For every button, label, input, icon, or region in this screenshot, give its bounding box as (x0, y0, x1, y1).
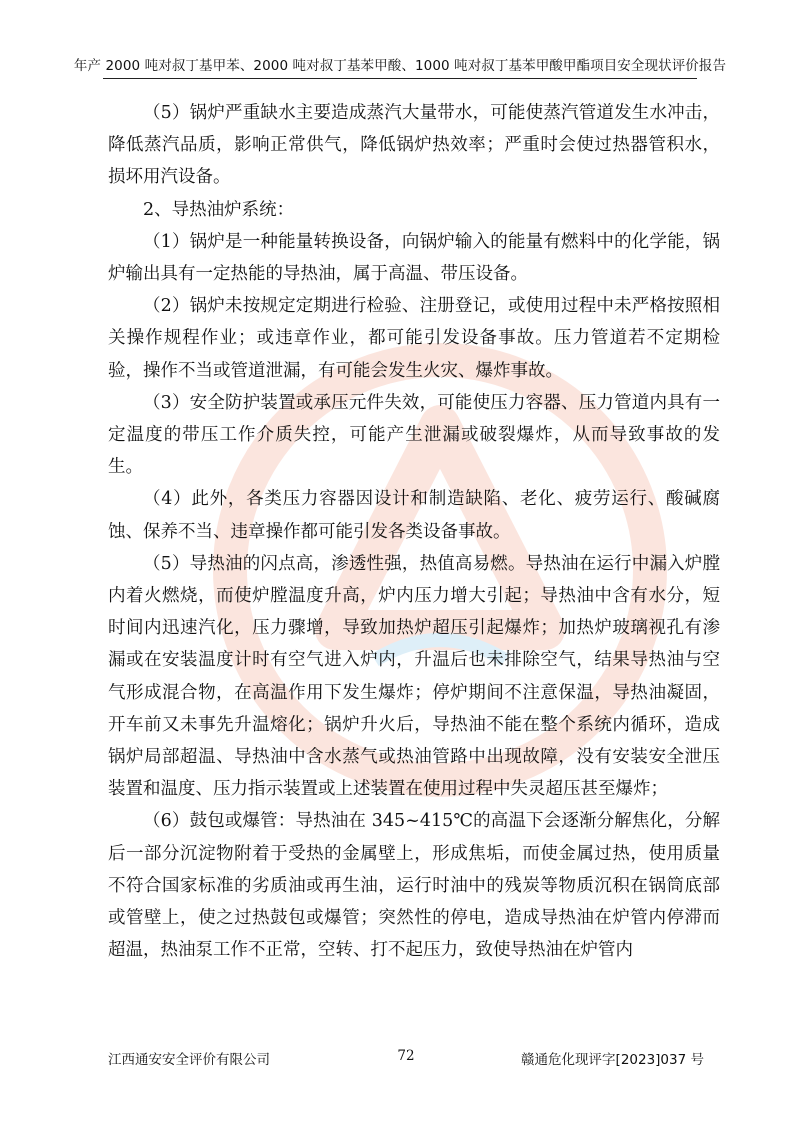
paragraph: （1）锅炉是一种能量转换设备，向锅炉输入的能量有燃料中的化学能，锅炉输出具有一定热能的导热油，属于高温、带压设备。 (108, 231, 720, 285)
paragraph: （3）安全防护装置或承压元件失效，可能使压力容器、压力管道内具有一定温度的带压工作介质失控，可能产生泄漏或破裂爆炸，从而导致事故的发生。 (108, 392, 720, 478)
footer-doc-number: 赣通危化现评字[2023]037 号 (521, 1052, 704, 1068)
page-footer (108, 1048, 704, 1068)
paragraph: （5）锅炉严重缺水主要造成蒸汽大量带水，可能使蒸汽管道发生水冲击，降低蒸汽品质，影响正常供气，降低锅炉热效率；严重时会使过热器管积水，损坏用汽设备。 (108, 103, 720, 188)
paragraph: （2）锅炉未按规定定期进行检验、注册登记，或使用过程中未严格按照相关操作规程作业；或违章作业，都可能引发设备事故。压力管道若不定期检验，操作不当或管道泄漏，有可能会发生火灾、爆炸事故。 (108, 296, 720, 381)
paragraph: （6）鼓包或爆管：导热油在 345~415℃的高温下会逐渐分解焦化，分解后一部分沉淀物附着于受热的金属壁上，形成焦垢，而使金属过热，使用质量不符合国家标准的劣质油或再生油，运行时油中的残炭等物质沉积在锅筒底部或管壁上，使之过热鼓包或爆管；突然性的停电，造成导热油在炉管内停滞而超温，热油泵工作不正常，空转、打不起压力，致使导热油在炉管内 (108, 811, 720, 961)
footer-company: 江西通安安全评价有限公司 (108, 1052, 270, 1068)
paragraph: （5）导热油的闪点高，渗透性强，热值高易燃。导热油在运行中漏入炉膛内着火燃烧，而使炉膛温度升高，炉内压力增大引起；导热油中含有水分，短时间内迅速汽化，压力骤增，导致加热炉超压引起爆炸；加热炉玻璃视孔有渗漏或在安装温度计时有空气进入炉内，升温后也未排除空气，结果导热油与空气形成混合物，在高温作用下发生爆炸；停炉期间不注意保温，导热油凝固，开车前又未事先升温熔化；锅炉升火后，导热油不能在整个系统内循环，造成锅炉局部超温、导热油中含水蒸气或热油管路中出现故障，没有安装安全泄压装置和温度、压力指示装置或上述装置在使用过程中失灵超压甚至爆炸； (108, 553, 720, 800)
document-body (108, 97, 720, 966)
header-rule (103, 78, 697, 79)
paragraph: （4）此外，各类压力容器因设计和制造缺陷、老化、疲劳运行、酸碱腐蚀、保养不当、违章操作都可能引发各类设备事故。 (108, 489, 720, 542)
page-number: 72 (397, 1048, 415, 1064)
section-heading: 2、导热油炉系统： (143, 199, 295, 220)
page-header: 年产 2000 吨对叔丁基甲苯、2000 吨对叔丁基苯甲酸、1000 吨对叔丁基苯甲酸甲酯项目安全现状评价报告 (73, 58, 727, 74)
